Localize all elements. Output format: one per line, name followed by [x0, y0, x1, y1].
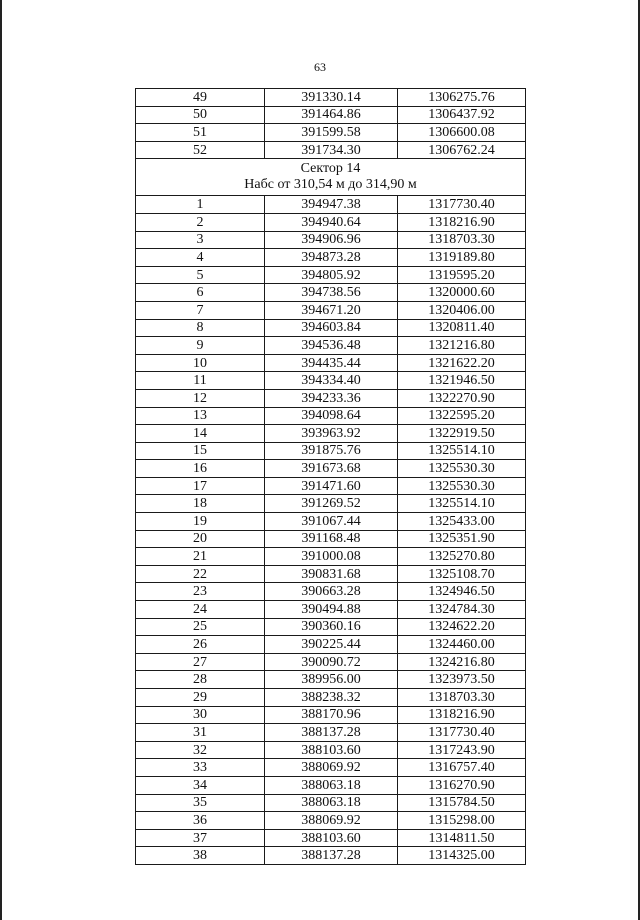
- coordinate-y-cell: 1316270.90: [398, 776, 526, 794]
- table-row: [136, 337, 526, 355]
- table-row: [136, 565, 526, 583]
- coordinate-x-cell: 390663.28: [265, 583, 398, 601]
- coordinate-y-cell: 1324622.20: [398, 618, 526, 636]
- coordinate-x-cell: 394098.64: [265, 407, 398, 425]
- coordinate-y-cell: 1306275.76: [398, 89, 526, 107]
- coordinate-x-cell: 391269.52: [265, 495, 398, 513]
- point-number-cell: 6: [136, 284, 265, 302]
- point-number-cell: 31: [136, 724, 265, 742]
- coordinate-y-cell: 1324784.30: [398, 601, 526, 619]
- point-number-cell: 37: [136, 829, 265, 847]
- point-number-cell: 18: [136, 495, 265, 513]
- table-row: [136, 196, 526, 214]
- coordinate-y-cell: 1306762.24: [398, 141, 526, 159]
- table-row: [136, 89, 526, 107]
- section-header-row: [136, 159, 526, 196]
- coordinate-x-cell: 394435.44: [265, 354, 398, 372]
- coordinate-y-cell: 1324216.80: [398, 653, 526, 671]
- table-row: [136, 776, 526, 794]
- coordinate-x-cell: 394603.84: [265, 319, 398, 337]
- point-number-cell: 20: [136, 530, 265, 548]
- table-row: [136, 284, 526, 302]
- coordinate-x-cell: 391734.30: [265, 141, 398, 159]
- coordinate-x-cell: 394873.28: [265, 249, 398, 267]
- table-row: [136, 847, 526, 865]
- table-row: [136, 460, 526, 478]
- coordinate-x-cell: 394233.36: [265, 389, 398, 407]
- coordinate-y-cell: 1315298.00: [398, 812, 526, 830]
- table-row: [136, 741, 526, 759]
- coordinate-x-cell: 388069.92: [265, 812, 398, 830]
- point-number-cell: 34: [136, 776, 265, 794]
- coordinate-x-cell: 388137.28: [265, 847, 398, 865]
- coordinate-y-cell: 1316757.40: [398, 759, 526, 777]
- coordinate-x-cell: 390090.72: [265, 653, 398, 671]
- table-row: [136, 636, 526, 654]
- coordinate-x-cell: 388137.28: [265, 724, 398, 742]
- coordinate-x-cell: 391471.60: [265, 477, 398, 495]
- coordinate-y-cell: 1318216.90: [398, 706, 526, 724]
- table-row: [136, 319, 526, 337]
- point-number-cell: 29: [136, 689, 265, 707]
- coordinate-x-cell: 390494.88: [265, 601, 398, 619]
- point-number-cell: 32: [136, 741, 265, 759]
- table-row: [136, 266, 526, 284]
- coordinate-x-cell: 391673.68: [265, 460, 398, 478]
- coordinate-y-cell: 1324460.00: [398, 636, 526, 654]
- point-number-cell: 33: [136, 759, 265, 777]
- table-row: [136, 389, 526, 407]
- table-row: [136, 812, 526, 830]
- table-row: [136, 301, 526, 319]
- table-row: [136, 671, 526, 689]
- coordinate-x-cell: 394738.56: [265, 284, 398, 302]
- coordinate-y-cell: 1317243.90: [398, 741, 526, 759]
- coordinate-y-cell: 1325270.80: [398, 548, 526, 566]
- coordinate-x-cell: 389956.00: [265, 671, 398, 689]
- coordinate-y-cell: 1322595.20: [398, 407, 526, 425]
- coordinate-x-cell: 391330.14: [265, 89, 398, 107]
- table-row: [136, 106, 526, 124]
- coordinate-y-cell: 1324946.50: [398, 583, 526, 601]
- coordinate-y-cell: 1325351.90: [398, 530, 526, 548]
- coordinate-y-cell: 1319189.80: [398, 249, 526, 267]
- point-number-cell: 28: [136, 671, 265, 689]
- coordinate-y-cell: 1322270.90: [398, 389, 526, 407]
- coordinate-x-cell: 388063.18: [265, 776, 398, 794]
- point-number-cell: 25: [136, 618, 265, 636]
- point-number-cell: 17: [136, 477, 265, 495]
- point-number-cell: 7: [136, 301, 265, 319]
- coordinate-y-cell: 1322919.50: [398, 425, 526, 443]
- point-number-cell: 27: [136, 653, 265, 671]
- table-row: [136, 231, 526, 249]
- point-number-cell: 36: [136, 812, 265, 830]
- table-row: [136, 530, 526, 548]
- coordinate-y-cell: 1325514.10: [398, 495, 526, 513]
- coordinate-x-cell: 388103.60: [265, 829, 398, 847]
- table-row: [136, 583, 526, 601]
- table-row: [136, 548, 526, 566]
- coordinate-x-cell: 391000.08: [265, 548, 398, 566]
- section-header-cell: [136, 159, 526, 196]
- coordinate-y-cell: 1325108.70: [398, 565, 526, 583]
- coordinate-y-cell: 1321216.80: [398, 337, 526, 355]
- coordinate-y-cell: 1321946.50: [398, 372, 526, 390]
- coordinate-y-cell: 1323973.50: [398, 671, 526, 689]
- point-number-cell: 19: [136, 513, 265, 531]
- coordinate-y-cell: 1317730.40: [398, 724, 526, 742]
- coordinate-y-cell: 1320811.40: [398, 319, 526, 337]
- coordinate-y-cell: 1317730.40: [398, 196, 526, 214]
- point-number-cell: 26: [136, 636, 265, 654]
- section-rows: [136, 196, 526, 865]
- coordinate-x-cell: 394334.40: [265, 372, 398, 390]
- coordinate-y-cell: 1320000.60: [398, 284, 526, 302]
- point-number-cell: 2: [136, 213, 265, 231]
- coordinate-x-cell: 394947.38: [265, 196, 398, 214]
- table-row: [136, 477, 526, 495]
- rows-before-section: [136, 89, 526, 159]
- table-row: [136, 249, 526, 267]
- coordinate-x-cell: 394906.96: [265, 231, 398, 249]
- point-number-cell: 5: [136, 266, 265, 284]
- point-number-cell: 9: [136, 337, 265, 355]
- coordinate-y-cell: 1314811.50: [398, 829, 526, 847]
- section-header-group: [136, 159, 526, 196]
- coordinate-x-cell: 390831.68: [265, 565, 398, 583]
- point-number-cell: 8: [136, 319, 265, 337]
- table-row: [136, 141, 526, 159]
- table-row: [136, 425, 526, 443]
- coordinate-x-cell: 388069.92: [265, 759, 398, 777]
- coordinate-y-cell: 1318703.30: [398, 689, 526, 707]
- table-row: [136, 601, 526, 619]
- point-number-cell: 11: [136, 372, 265, 390]
- coordinate-y-cell: 1306600.08: [398, 124, 526, 142]
- point-number-cell: 24: [136, 601, 265, 619]
- coordinate-x-cell: 394805.92: [265, 266, 398, 284]
- coordinate-y-cell: 1306437.92: [398, 106, 526, 124]
- coordinate-x-cell: 388063.18: [265, 794, 398, 812]
- table-row: [136, 759, 526, 777]
- point-number-cell: 23: [136, 583, 265, 601]
- coordinate-y-cell: 1321622.20: [398, 354, 526, 372]
- table-row: [136, 653, 526, 671]
- point-number-cell: 50: [136, 106, 265, 124]
- table-row: [136, 689, 526, 707]
- page-number: 63: [314, 60, 326, 74]
- table-row: [136, 724, 526, 742]
- coordinate-y-cell: 1325530.30: [398, 477, 526, 495]
- table-row: [136, 829, 526, 847]
- table-row: [136, 513, 526, 531]
- coordinate-x-cell: 388170.96: [265, 706, 398, 724]
- point-number-cell: 3: [136, 231, 265, 249]
- point-number-cell: 22: [136, 565, 265, 583]
- coordinate-x-cell: 388238.32: [265, 689, 398, 707]
- table-row: [136, 213, 526, 231]
- coordinate-y-cell: 1320406.00: [398, 301, 526, 319]
- section-subtitle: Набс от 310,54 м до 314,90 м: [244, 177, 417, 193]
- point-number-cell: 12: [136, 389, 265, 407]
- coordinate-y-cell: 1319595.20: [398, 266, 526, 284]
- coordinate-y-cell: 1325433.00: [398, 513, 526, 531]
- coordinate-x-cell: 390360.16: [265, 618, 398, 636]
- coordinate-y-cell: 1314325.00: [398, 847, 526, 865]
- table-row: [136, 495, 526, 513]
- point-number-cell: 4: [136, 249, 265, 267]
- point-number-cell: 16: [136, 460, 265, 478]
- point-number-cell: 1: [136, 196, 265, 214]
- point-number-cell: 14: [136, 425, 265, 443]
- point-number-cell: 49: [136, 89, 265, 107]
- table-row: [136, 354, 526, 372]
- table-row: [136, 124, 526, 142]
- coordinate-y-cell: 1318216.90: [398, 213, 526, 231]
- point-number-cell: 51: [136, 124, 265, 142]
- point-number-cell: 15: [136, 442, 265, 460]
- point-number-cell: 30: [136, 706, 265, 724]
- point-number-cell: 21: [136, 548, 265, 566]
- section-title: Сектор 14: [300, 161, 361, 177]
- coordinates-table: [135, 88, 526, 865]
- coordinate-x-cell: 393963.92: [265, 425, 398, 443]
- table-row: [136, 706, 526, 724]
- coordinate-x-cell: 388103.60: [265, 741, 398, 759]
- coordinate-x-cell: 391599.58: [265, 124, 398, 142]
- table-row: [136, 372, 526, 390]
- coordinate-x-cell: 391067.44: [265, 513, 398, 531]
- table-row: [136, 618, 526, 636]
- scan-edge-left: [0, 0, 2, 920]
- table-row: [136, 407, 526, 425]
- coordinate-y-cell: 1325530.30: [398, 460, 526, 478]
- coordinate-y-cell: 1325514.10: [398, 442, 526, 460]
- coordinate-x-cell: 391464.86: [265, 106, 398, 124]
- coordinate-x-cell: 394536.48: [265, 337, 398, 355]
- point-number-cell: 35: [136, 794, 265, 812]
- coordinate-x-cell: 390225.44: [265, 636, 398, 654]
- point-number-cell: 13: [136, 407, 265, 425]
- coordinate-y-cell: 1315784.50: [398, 794, 526, 812]
- table-row: [136, 442, 526, 460]
- coordinate-x-cell: 394940.64: [265, 213, 398, 231]
- coordinate-y-cell: 1318703.30: [398, 231, 526, 249]
- coordinate-x-cell: 394671.20: [265, 301, 398, 319]
- coordinate-x-cell: 391168.48: [265, 530, 398, 548]
- table-row: [136, 794, 526, 812]
- coordinate-x-cell: 391875.76: [265, 442, 398, 460]
- point-number-cell: 38: [136, 847, 265, 865]
- point-number-cell: 52: [136, 141, 265, 159]
- point-number-cell: 10: [136, 354, 265, 372]
